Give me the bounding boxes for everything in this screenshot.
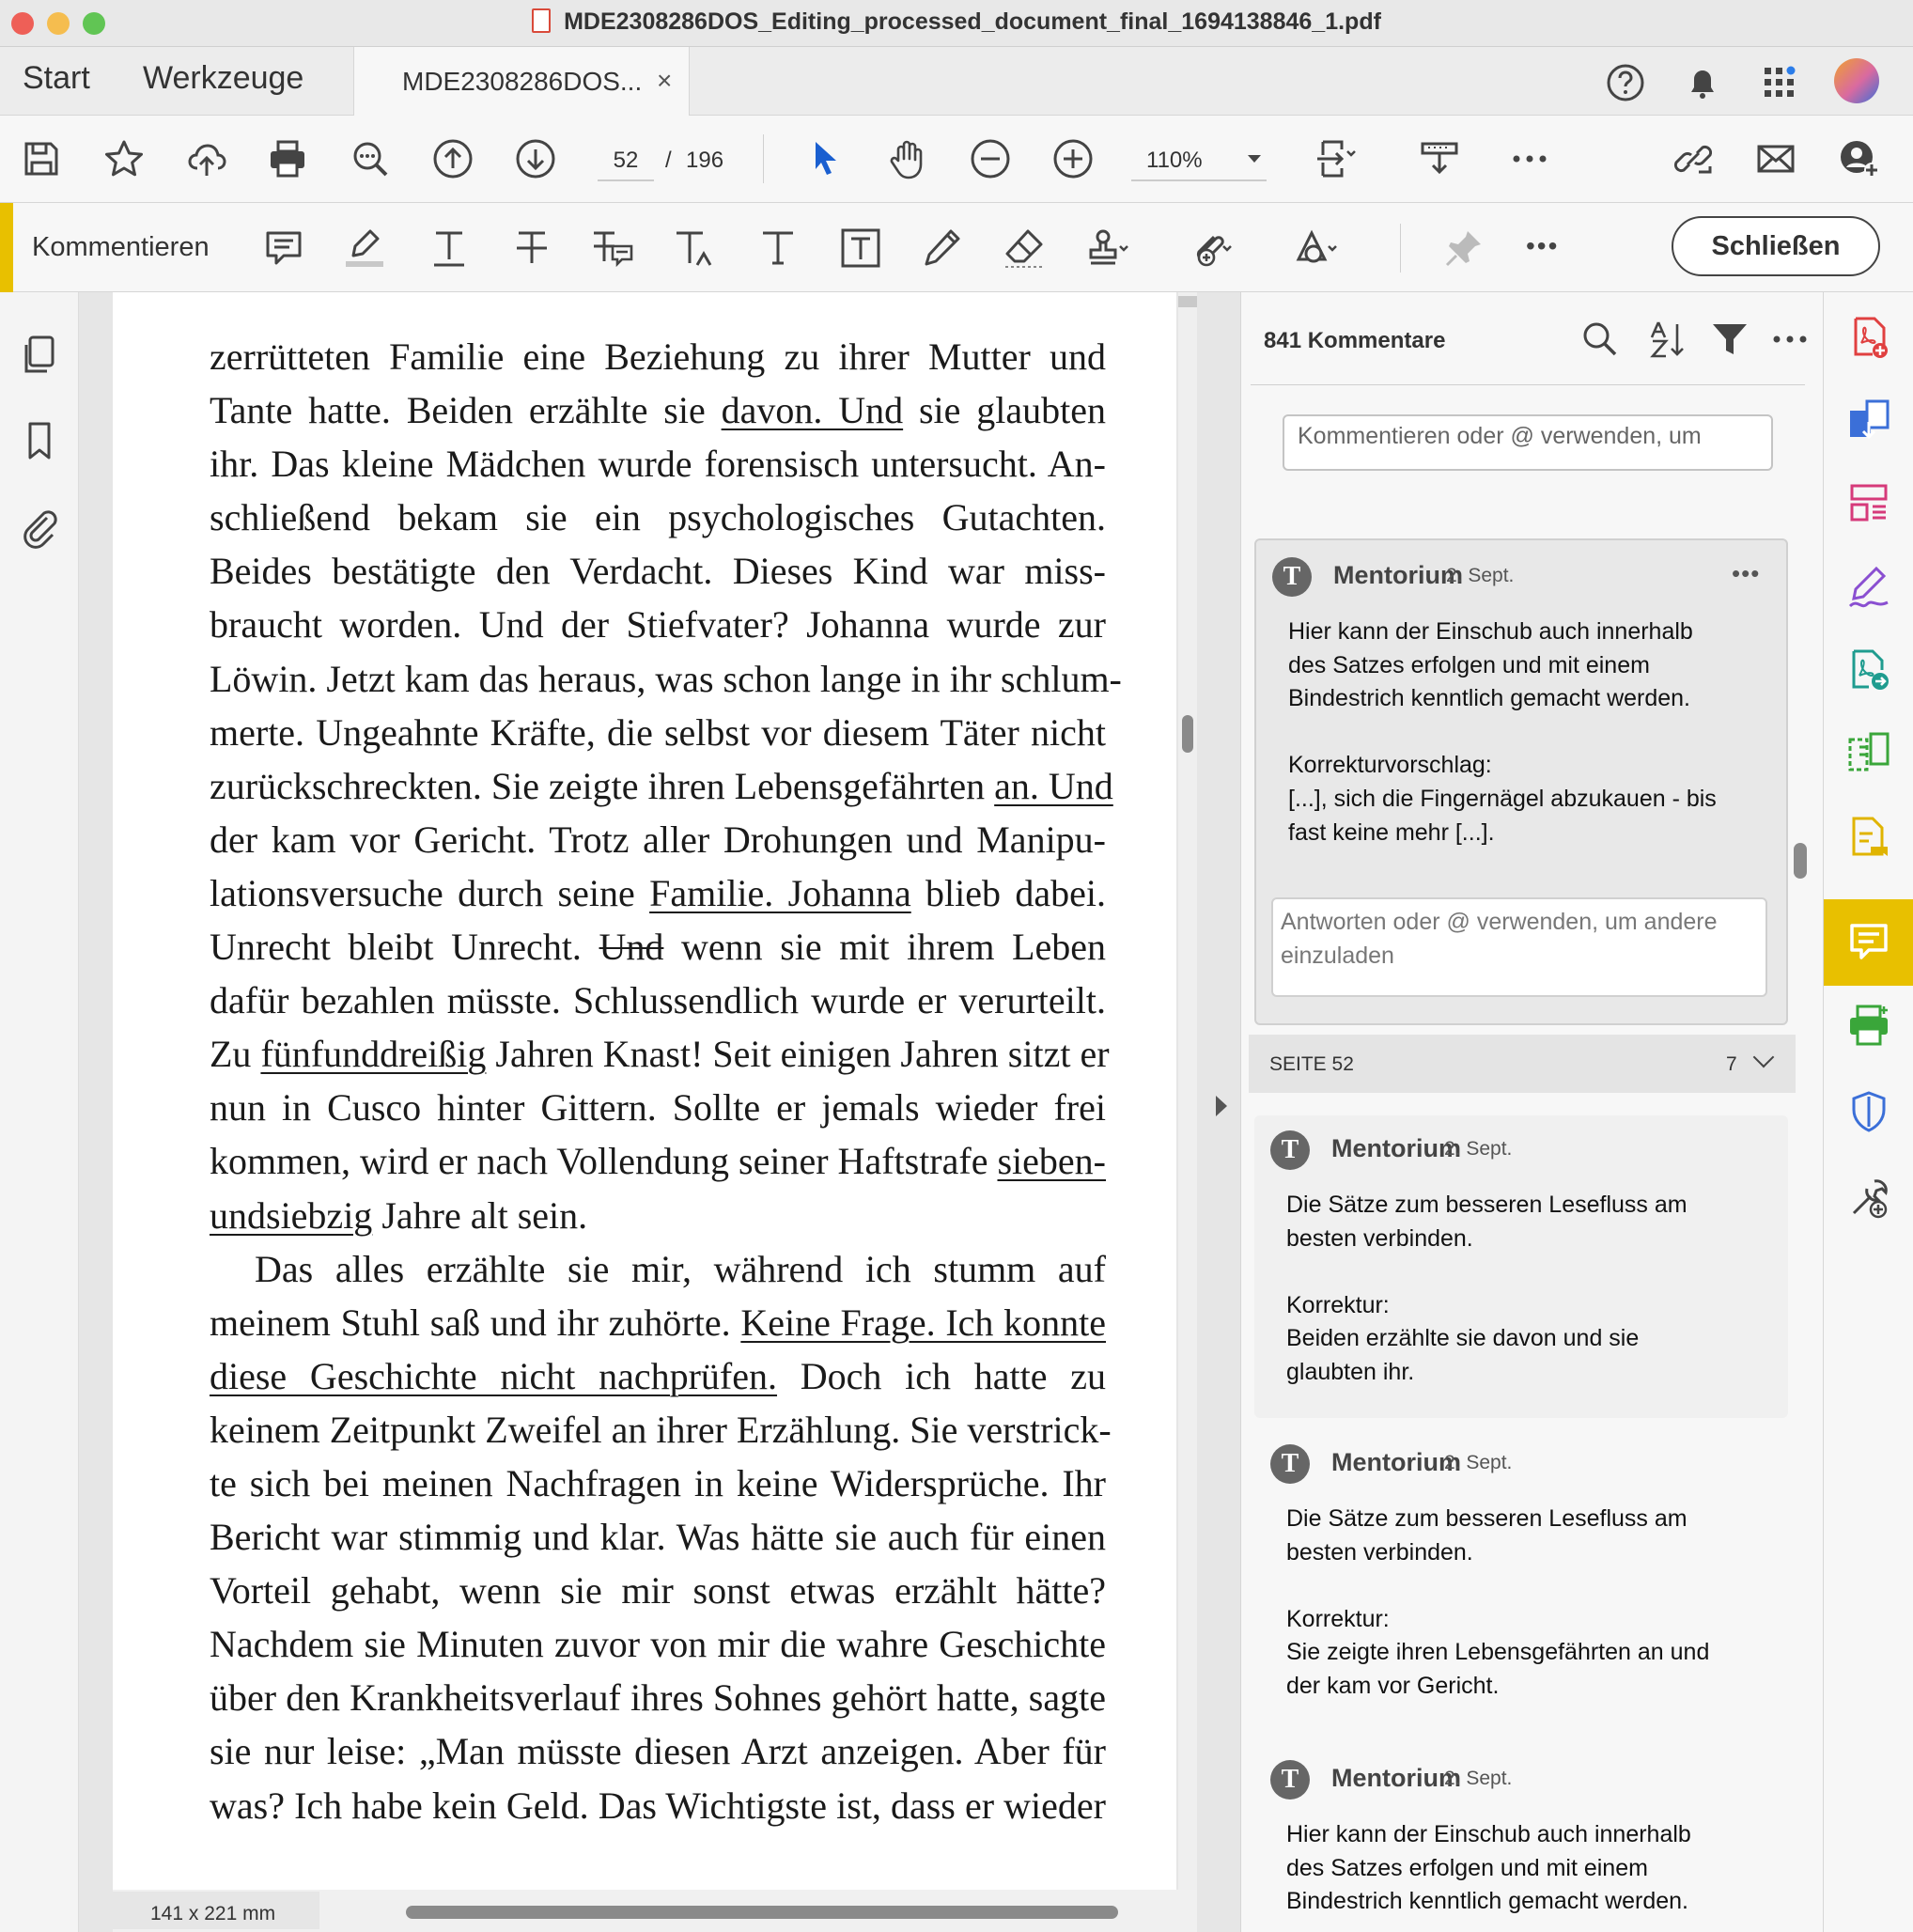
avatar: T (1270, 1444, 1310, 1484)
chevron-down-icon[interactable] (1753, 1047, 1775, 1068)
combine-files-icon[interactable] (1846, 397, 1891, 443)
fit-page-icon[interactable] (1312, 136, 1357, 181)
comment-text-line: Beiden erzählte sie davon und sie (1286, 1325, 1640, 1352)
comments-scroll-thumb[interactable] (1794, 843, 1807, 879)
share-link-icon[interactable] (1671, 136, 1716, 181)
comment-more-button[interactable]: ••• (1732, 559, 1761, 587)
text-line (210, 330, 1106, 383)
text-segment: Jahre alt sein. (372, 1193, 588, 1237)
apps-grid-icon[interactable] (1757, 60, 1802, 105)
avatar: T (1270, 1130, 1310, 1170)
text-segment: der kam vor Gericht. Trotz aller Drohungen und Manipu- (210, 818, 1106, 861)
print-icon[interactable] (265, 136, 310, 181)
comment-date: 2. Sept. (1444, 1138, 1513, 1160)
text-line (210, 866, 1106, 920)
zoom-value: 110% (1146, 148, 1203, 173)
vertical-scrollbar[interactable] (1178, 292, 1197, 1890)
text-segment: merte. Ungeahnte Kräfte, die selbst vor diesem Täter nicht (210, 710, 1106, 754)
text-line (210, 1296, 1106, 1349)
text-line (210, 1242, 1106, 1296)
comment-toolbar-divider (1400, 224, 1401, 273)
text-segment: zerrütteten Familie eine Beziehung zu ihrer Mutter und (210, 335, 1106, 378)
text-line (210, 1457, 1106, 1510)
underlined-text[interactable]: an. Und (994, 764, 1113, 807)
text-segment: Nachdem sie Minuten zuvor von mir die wahre Geschichte (210, 1623, 1106, 1666)
upload-cloud-icon[interactable] (184, 136, 229, 181)
comment-text-line (1286, 1569, 1775, 1603)
text-strikethrough-icon[interactable] (509, 226, 554, 271)
text-segment: über den Krankheitsverlauf ihres Sohnes gehört hatte, sagte (210, 1676, 1106, 1720)
comment-text-line: Bindestrich kenntlich gemacht werden. (1286, 1888, 1689, 1915)
vertical-scroll-thumb[interactable] (1182, 715, 1193, 753)
comment-text-line: Die Sätze zum besseren Lesefluss am (1286, 1505, 1687, 1532)
comment-text-line: Korrektur: (1286, 1291, 1390, 1318)
shapes-icon[interactable] (1293, 226, 1338, 271)
text-segment: kommen, wird er nach Vollendung seiner Haftstrafe (210, 1140, 998, 1183)
zoom-select[interactable] (1131, 138, 1267, 181)
comment-author: Mentorium (1331, 1134, 1461, 1162)
comment-body (1286, 1818, 1775, 1919)
more-icon[interactable] (1507, 136, 1552, 181)
text-line (210, 1349, 1106, 1403)
tab-document[interactable] (353, 47, 690, 116)
user-avatar[interactable] (1834, 58, 1879, 103)
comment-text-line: besten verbinden. (1286, 1538, 1473, 1566)
comment-text-line (1286, 1255, 1775, 1289)
tab-tools[interactable]: Werkzeuge (143, 60, 304, 96)
comment-date: 2. Sept. (1446, 565, 1515, 586)
save-icon[interactable] (19, 136, 64, 181)
underlined-text[interactable]: undsiebzig (210, 1193, 373, 1237)
underlined-text[interactable]: fünfunddreißig (260, 1033, 487, 1076)
text-segment: te sich bei meinen Nachfragen in keine Widersprüche. Ihr (210, 1461, 1106, 1504)
protect-icon[interactable] (1846, 1089, 1891, 1134)
text-segment: Das alles erzählte sie mir, während ich stumm auf (255, 1247, 1106, 1290)
text-underline-icon[interactable] (427, 226, 472, 271)
tab-bar (0, 47, 1913, 116)
text-line (210, 1671, 1106, 1724)
text-line (210, 813, 1106, 866)
hand-icon[interactable] (885, 136, 930, 181)
right-tools-rail (1823, 292, 1913, 1932)
page-section-header[interactable] (1249, 1035, 1796, 1093)
comment-author: Mentorium (1333, 561, 1463, 589)
expand-right-panel-icon[interactable] (1216, 1096, 1227, 1116)
replace-text-icon[interactable] (590, 226, 635, 271)
search-comments-icon[interactable] (1579, 319, 1621, 360)
text-segment: lationsversuche durch seine (210, 871, 650, 914)
text-line (210, 491, 1106, 544)
text-line (210, 1564, 1106, 1617)
text-segment: Löwin. Jetzt kam das heraus, was schon lange in ihr schlum- (210, 657, 1122, 700)
page-size-indicator: 141 x 221 mm (113, 1892, 319, 1929)
comment-author: Mentorium (1331, 1764, 1461, 1792)
underlined-text[interactable]: Familie. Johanna (649, 871, 911, 914)
text-segment: Tante hatte. Beiden erzählte sie (210, 389, 722, 432)
text-line (210, 652, 1122, 706)
page-text (210, 330, 1122, 1832)
comment-text-line: der kam vor Gericht. (1286, 1672, 1500, 1699)
text-segment: Vorteil gehabt, wenn sie mir sonst etwas erzählt hätte? (210, 1569, 1106, 1613)
more-tools-icon[interactable] (1846, 1176, 1891, 1221)
comment-text-line: Korrekturvorschlag: (1288, 752, 1492, 779)
comment-text-line: Korrektur: (1286, 1605, 1390, 1632)
text-segment: ihr. Das kleine Mädchen wurde forensisch untersucht. An- (210, 443, 1106, 486)
document-tab-label: MDE2308286DOS... (402, 67, 643, 96)
pdf-page (113, 292, 1176, 1890)
comment-author: Mentorium (1331, 1448, 1461, 1476)
text-segment: sie glaubten (903, 389, 1107, 432)
compare-files-icon[interactable] (1846, 730, 1891, 775)
strikethrough-text[interactable]: Und (599, 926, 664, 969)
avatar: T (1270, 1760, 1310, 1800)
avatar: T (1272, 557, 1312, 597)
comment-card[interactable] (1254, 1115, 1788, 1418)
comment-text-line: fast keine mehr [...]. (1288, 818, 1495, 846)
comment-date: 2. Sept. (1444, 1768, 1513, 1789)
text-segment: blieb dabei. (910, 871, 1106, 914)
page-thumbnails-icon[interactable] (17, 332, 62, 377)
underlined-text[interactable]: Keine Frage. Ich konnte (740, 1301, 1107, 1344)
text-line (210, 598, 1106, 651)
text-segment: zurückschreckten. Sie zeigte ihren Lebensgefährten (210, 764, 995, 807)
window-title (0, 8, 1913, 36)
text-segment: meinem Stuhl saß und ihr zuhörte. (210, 1301, 741, 1344)
highlight-icon[interactable] (342, 226, 387, 271)
text-segment: sie nur leise: „Man müsste diesen Arzt anzeigen. Aber für (210, 1730, 1106, 1773)
page-section-count: 7 (1726, 1053, 1737, 1075)
filter-comments-icon[interactable] (1709, 319, 1750, 360)
stamp-icon[interactable] (1084, 226, 1129, 271)
print-production-icon[interactable] (1846, 1003, 1891, 1048)
insert-text-icon[interactable] (673, 226, 718, 271)
page-down-icon[interactable] (513, 136, 558, 181)
comment-body (1286, 1189, 1775, 1390)
comment-text-line: Die Sätze zum besseren Lesefluss am (1286, 1192, 1687, 1218)
text-line (210, 706, 1106, 759)
text-line (210, 1027, 1110, 1081)
comment-text-line: Sie zeigte ihren Lebensgefährten an und (1286, 1639, 1710, 1666)
fill-sign-icon[interactable] (1846, 565, 1891, 610)
comment-toolbar-more-button[interactable]: ••• (1526, 231, 1560, 260)
text-segment: Bericht war stimmig und klar. Was hätte sie auch für einen (210, 1516, 1106, 1559)
close-tab-button[interactable]: × (657, 66, 673, 95)
pencil-icon[interactable] (919, 226, 964, 271)
comment-text-line: glaubten ihr. (1286, 1358, 1415, 1385)
text-line (210, 544, 1106, 598)
comment-text-line: Hier kann der Einschub auch innerhalb (1286, 1821, 1691, 1847)
attach-icon[interactable] (1188, 226, 1233, 271)
comment-card[interactable] (1254, 538, 1788, 1025)
page-section-label: SEITE 52 (1269, 1053, 1354, 1075)
window-title-text: MDE2308286DOS_Editing_processed_document_final_1694138846_1.pdf (564, 8, 1381, 35)
mail-icon[interactable] (1753, 136, 1798, 181)
text-segment: Zu (210, 1033, 261, 1076)
chevron-down-icon (1248, 155, 1261, 163)
text-segment: Unrecht bleibt Unrecht. (210, 926, 599, 969)
horizontal-scroll-thumb[interactable] (406, 1906, 1118, 1919)
text-line (210, 1617, 1106, 1671)
page-separator: / (665, 148, 672, 173)
toolbar-divider (763, 134, 764, 183)
text-line (210, 437, 1106, 491)
comment-text-line: [...], sich die Fingernägel abzukauen - bis (1288, 785, 1717, 812)
comment-mode-accent (0, 203, 13, 292)
underlined-text[interactable]: davon. Und (721, 389, 904, 432)
text-line (210, 759, 1113, 813)
text-segment: Doch ich hatte zu (777, 1354, 1107, 1397)
text-line (210, 1189, 1106, 1242)
text-segment: wenn sie mit ihrem Leben (663, 926, 1107, 969)
underlined-text[interactable]: sieben- (997, 1140, 1106, 1183)
comment-card[interactable] (1254, 1745, 1788, 1932)
underlined-text[interactable]: diese Geschichte nicht nachprüfen. (210, 1354, 778, 1397)
close-comment-mode-button[interactable]: Schließen (1672, 216, 1880, 276)
text-segment: nun in Cusco hinter Gittern. Sollte er jemals wieder frei (210, 1086, 1106, 1130)
page-up-icon[interactable] (430, 136, 475, 181)
search-icon[interactable] (348, 136, 393, 181)
comment-text-line: Bindestrich kenntlich gemacht werden. (1288, 685, 1691, 712)
text-segment: was? Ich habe kein Geld. Das Wichtigste ist, dass er wieder (210, 1784, 1106, 1827)
comments-panel (1240, 292, 1823, 1932)
zoom-in-icon[interactable] (1050, 136, 1096, 181)
text-segment: braucht worden. Und der Stiefvater? Johanna wurde zur (210, 603, 1106, 647)
window-title-bar (0, 0, 1913, 47)
bell-icon[interactable] (1680, 60, 1725, 105)
scrollbar-top-marker (1178, 296, 1197, 307)
zoom-out-icon[interactable] (968, 136, 1013, 181)
add-text-icon[interactable] (755, 226, 801, 271)
horizontal-scrollbar[interactable] (113, 1890, 1197, 1932)
comment-text-line (1288, 716, 1777, 750)
main-toolbar (0, 116, 1913, 203)
comment-mode-title: Kommentieren (32, 232, 210, 262)
page-number-input[interactable]: 52 (598, 138, 654, 181)
text-segment: Beides bestätigte den Verdacht. Dieses Kind war miss- (210, 550, 1106, 593)
comment-text-line: besten verbinden. (1286, 1224, 1473, 1252)
comment-text-line: des Satzes erfolgen und mit einem (1288, 651, 1650, 678)
text-segment: Jahren Knast! Seit einigen Jahren sitzt er (486, 1033, 1110, 1076)
attachments-icon[interactable] (17, 505, 62, 550)
comment-date: 2. Sept. (1444, 1452, 1513, 1473)
comments-count: 841 Kommentare (1264, 328, 1446, 353)
reply-input[interactable]: Antworten oder @ verwenden, um andere einzuladen (1271, 897, 1767, 997)
text-box-icon[interactable] (838, 226, 883, 271)
add-comment-input[interactable]: Kommentieren oder @ verwenden, um (1283, 414, 1773, 471)
eraser-icon[interactable] (1002, 226, 1047, 271)
comment-text-line: des Satzes erfolgen und mit einem (1286, 1854, 1648, 1881)
total-pages: 196 (686, 148, 724, 173)
create-pdf-icon[interactable] (1846, 315, 1891, 360)
text-line (210, 1134, 1106, 1188)
comment-card[interactable] (1254, 1429, 1788, 1732)
comment-toolbar (0, 203, 1913, 292)
text-line (210, 974, 1106, 1027)
edit-pdf-icon[interactable] (1846, 815, 1891, 860)
scan-icon[interactable] (1417, 136, 1462, 181)
comment-text-line: Hier kann der Einschub auch innerhalb (1288, 618, 1693, 645)
star-icon[interactable] (101, 136, 147, 181)
text-line (210, 1510, 1106, 1564)
comments-header-divider (1251, 384, 1805, 385)
text-line (210, 1403, 1112, 1457)
pin-icon[interactable] (1441, 226, 1486, 271)
text-line (210, 383, 1106, 437)
select-arrow-icon[interactable] (802, 136, 848, 181)
organize-pages-icon[interactable] (1846, 480, 1891, 525)
bookmark-icon[interactable] (17, 418, 62, 463)
sticky-note-icon[interactable] (261, 226, 306, 271)
comment-body (1288, 615, 1777, 849)
sort-comments-icon[interactable] (1645, 319, 1687, 360)
document-viewer[interactable] (79, 292, 1240, 1932)
left-navigation-rail (0, 292, 79, 1932)
tab-start[interactable]: Start (23, 60, 90, 96)
text-line (210, 920, 1106, 974)
pdf-file-icon (532, 8, 551, 33)
text-line (210, 1081, 1106, 1134)
text-segment: keinem Zeitpunkt Zweifel an ihrer Erzählung. Sie verstrick- (210, 1408, 1112, 1451)
text-line (210, 1779, 1106, 1832)
help-icon[interactable] (1603, 60, 1648, 105)
text-segment: dafür bezahlen müsste. Schlussendlich wurde er verurteilt. (210, 979, 1106, 1022)
text-segment: schließend bekam sie ein psychologisches Gutachten. (210, 496, 1106, 539)
export-pdf-icon[interactable] (1846, 647, 1891, 693)
comments-more-icon[interactable] (1769, 319, 1811, 360)
comment-body (1286, 1503, 1775, 1704)
add-user-icon[interactable] (1836, 136, 1881, 181)
text-line (210, 1724, 1106, 1778)
comment-icon[interactable] (1846, 920, 1891, 965)
